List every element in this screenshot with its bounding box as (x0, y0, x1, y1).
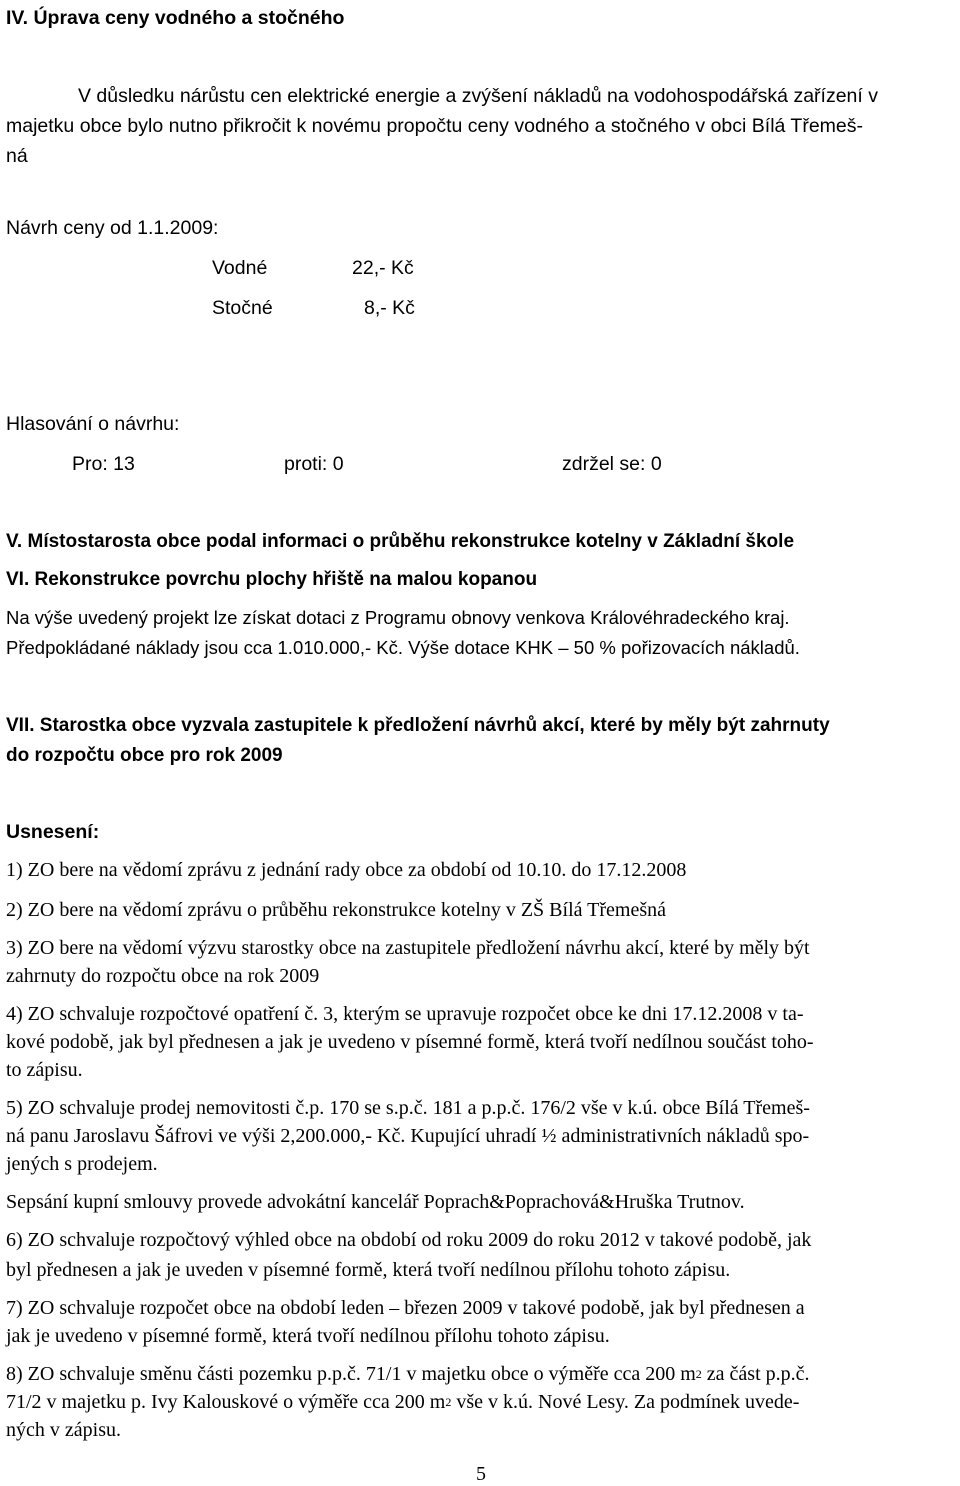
price-name-water: Vodné (212, 257, 268, 279)
resolution-item-8-line3: ných v zápisu. (6, 1419, 121, 1441)
resolution-item-3-line2: zahrnuty do rozpočtu obce na rok 2009 (6, 965, 320, 987)
vote-abstain: zdržel se: 0 (562, 453, 662, 475)
resolution-item-5-note: Sepsání kupní smlouvy provede advokátní kancelář Poprach&Poprachová&Hruška Trutnov. (6, 1191, 745, 1213)
section-6-line2: Předpokládané náklady jsou cca 1.010.000,- Kč. Výše dotace KHK – 50 % pořizovacích nákladů. (6, 637, 800, 658)
resolution-item-4-line1: 4) ZO schvaluje rozpočtové opatření č. 3, kterým se upravuje rozpočet obce ke dni 17.12.2008 v ta- (6, 1003, 804, 1025)
resolution-item-8-line2-text-a: 71/2 v majetku p. Ivy Kalouskové o výměře cca 200 m (6, 1391, 446, 1413)
resolution-item-8-line2 (6, 1390, 799, 1416)
resolution-item-8-line1-text-a: 8) ZO schvaluje směnu části pozemku p.p.č. 71/1 v majetku obce o výměře cca 200 m (6, 1363, 696, 1385)
resolution-item-5-line3: jených s prodejem. (6, 1153, 158, 1175)
resolution-item-8-line2-text-b: vše v k.ú. Nové Lesy. Za podmínek uvede- (451, 1391, 800, 1413)
price-value-sewage: 8,- Kč (364, 297, 415, 319)
resolution-item-8-line1 (6, 1362, 810, 1388)
page-number: 5 (476, 1463, 486, 1485)
square-meter-superscript: 2 (695, 1367, 702, 1381)
resolution-item-5-line2: ná panu Jaroslavu Šáfrovi ve výši 2,200.000,- Kč. Kupující uhradí ½ administrativních nákladů spo- (6, 1125, 810, 1147)
section-7-heading-line1: VII. Starostka obce vyzvala zastupitele k předložení návrhů akcí, které by měly být zahrnuty (6, 715, 830, 736)
square-meter-superscript: 2 (445, 1395, 452, 1409)
voting-label: Hlasování o návrhu: (6, 413, 180, 435)
resolution-item-8-line1-text-b: za část p.p.č. (701, 1363, 810, 1385)
resolution-item-2: 2) ZO bere na vědomí zprávu o průběhu rekonstrukce kotelny v ZŠ Bílá Třemešná (6, 899, 666, 921)
section-4-intro-line1: V důsledku nárůstu cen elektrické energie a zvýšení nákladů na vodohospodářská zařízení v (78, 85, 878, 107)
price-proposal-label: Návrh ceny od 1.1.2009: (6, 217, 219, 239)
resolution-item-5-line1: 5) ZO schvaluje prodej nemovitosti č.p. 170 se s.p.č. 181 a p.p.č. 176/2 vše v k.ú. obce Bílá Třemeš- (6, 1097, 810, 1119)
resolution-item-4-line2: kové podobě, jak byl přednesen a jak je uvedeno v písemné formě, která tvoří nedílnou součást toho- (6, 1031, 814, 1053)
section-5-heading: V. Místostarosta obce podal informaci o průběhu rekonstrukce kotelny v Základní škole (6, 531, 795, 552)
resolution-item-1: 1) ZO bere na vědomí zprávu z jednání rady obce za období od 10.10. do 17.12.2008 (6, 859, 687, 881)
price-name-sewage: Stočné (212, 297, 273, 319)
section-6-line1: Na výše uvedený projekt lze získat dotaci z Programu obnovy venkova Královéhradeckého kraj. (6, 607, 790, 628)
resolution-label: Usnesení: (6, 821, 100, 843)
resolution-item-6-line1: 6) ZO schvaluje rozpočtový výhled obce na období od roku 2009 do roku 2012 v takové podobě, jak (6, 1229, 812, 1251)
resolution-item-6-line2: byl přednesen a jak je uveden v písemné formě, která tvoří nedílnou přílohu tohoto zápisu. (6, 1259, 731, 1281)
section-6-heading: VI. Rekonstrukce povrchu plochy hřiště na malou kopanou (6, 569, 538, 590)
section-4-intro-line2: majetku obce bylo nutno přikročit k novému propočtu ceny vodného a stočného v obci Bílá Třemeš- (6, 115, 864, 137)
resolution-item-7-line1: 7) ZO schvaluje rozpočet obce na období leden – březen 2009 v takové podobě, jak byl přednesen a (6, 1297, 805, 1319)
resolution-item-3-line1: 3) ZO bere na vědomí výzvu starostky obce na zastupitele předložení návrhu akcí, které by měly být (6, 937, 810, 959)
vote-against: proti: 0 (284, 453, 344, 475)
vote-for: Pro: 13 (72, 453, 135, 475)
section-7-heading-line2: do rozpočtu obce pro rok 2009 (6, 745, 283, 766)
section-4-intro-line3: ná (6, 145, 28, 167)
resolution-item-7-line2: jak je uvedeno v písemné formě, která tvoří nedílnou přílohu tohoto zápisu. (6, 1325, 610, 1347)
price-value-water: 22,- Kč (352, 257, 414, 279)
resolution-item-4-line3: to zápisu. (6, 1059, 83, 1081)
section-4-heading: IV. Úprava ceny vodného a stočného (6, 7, 345, 29)
